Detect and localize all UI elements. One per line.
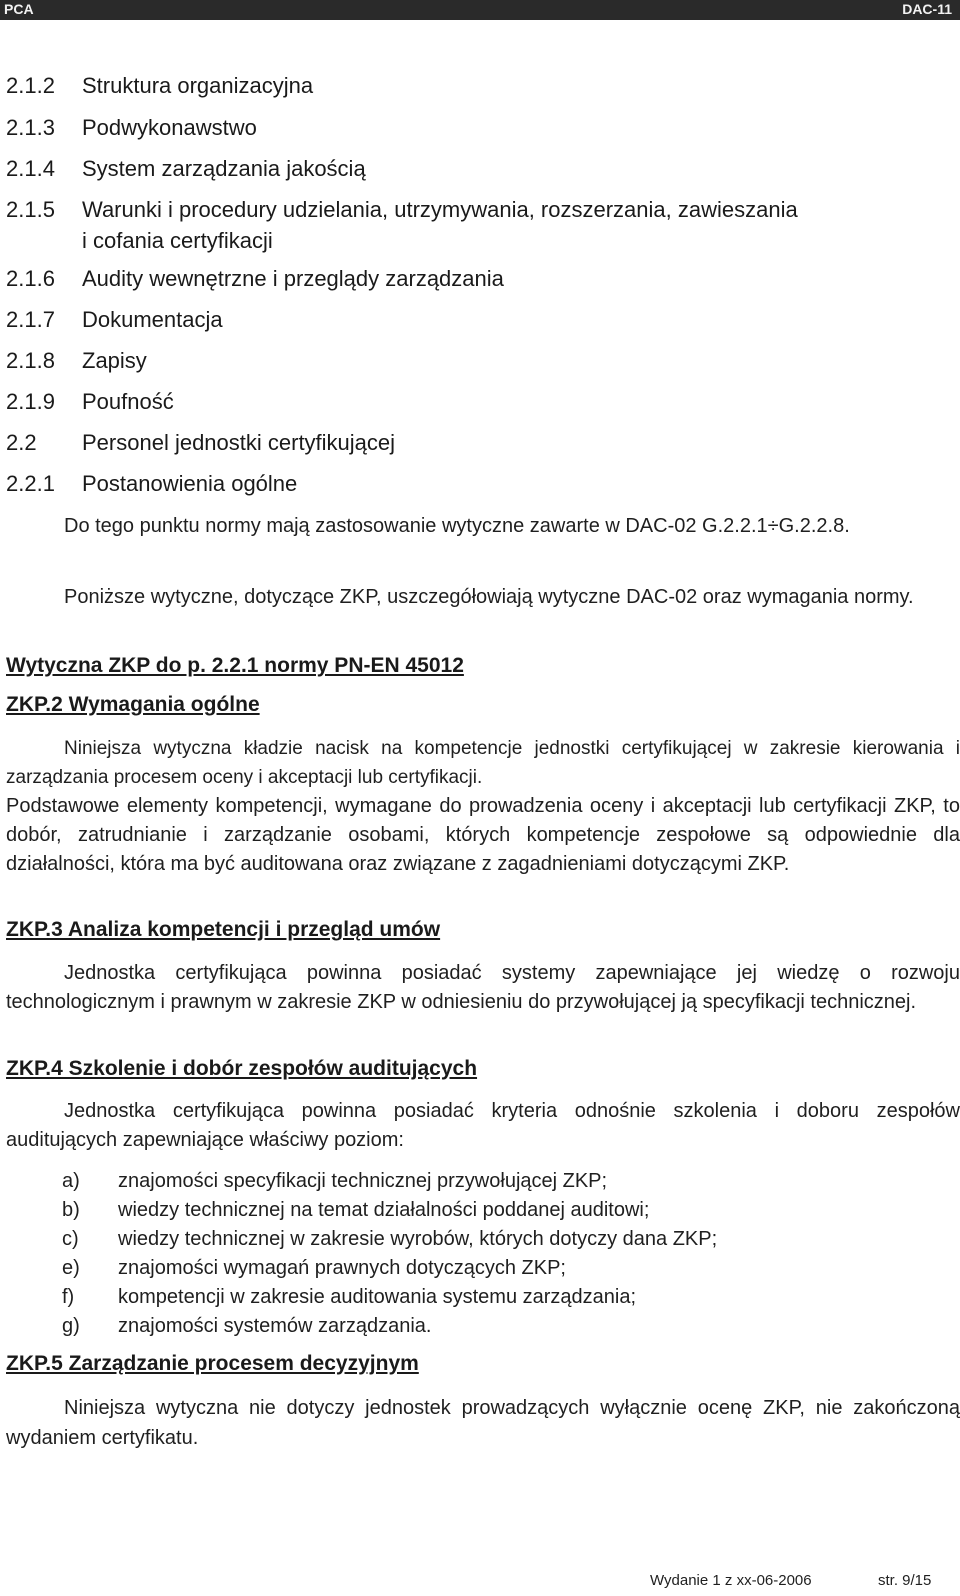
list-marker: c) xyxy=(62,1228,79,1250)
list-text: wiedzy technicznej w zakresie wyrobów, których dotyczy dana ZKP; xyxy=(118,1228,718,1250)
toc-title: System zarządzania jakością xyxy=(82,156,366,181)
toc-title: Personel jednostki certyfikującej xyxy=(82,430,396,455)
list-marker: e) xyxy=(62,1257,80,1279)
toc-title: Postanowienia ogólne xyxy=(82,471,298,496)
toc-title-continued: i cofania certyfikacji xyxy=(82,228,273,253)
list-text: wiedzy technicznej na temat działalności poddanej auditowi; xyxy=(118,1199,650,1221)
header-left-label: PCA xyxy=(4,1,34,17)
paragraph-zkp4: Jednostka certyfikująca powinna posiadać kryteria odnośnie szkolenia i doboru zespołów auditujących zapewniające właściwy poziom: xyxy=(6,1100,960,1151)
paragraph-zkp5: Niniejsza wytyczna nie dotyczy jednostek prowadzących wyłącznie ocenę ZKP, nie zakończoną wydaniem certyfikatu. xyxy=(6,1397,960,1449)
toc-title: Audity wewnętrzne i przeglądy zarządzania xyxy=(82,266,504,291)
section-heading-zkp5: ZKP.5 Zarządzanie procesem decyzyjnym xyxy=(6,1352,419,1375)
section-heading-zkp4: ZKP.4 Szkolenie i dobór zespołów auditujących xyxy=(6,1057,478,1080)
paragraph-zkp2-elements: Podstawowe elementy kompetencji, wymagane do prowadzenia oceny i akceptacji lub certyfikacji ZKP, to dobór, zatrudnianie i zarządzanie osobami, których kompetencje zespołowe są odpowiednie dla działalności, która ma być auditowana oraz związane z zagadnieniami dotyczącymi ZKP. xyxy=(6,795,960,875)
toc-title: Dokumentacja xyxy=(82,307,223,332)
toc-number: 2.1.7 xyxy=(6,307,55,332)
toc-number: 2.2.1 xyxy=(6,471,55,496)
toc-item xyxy=(6,429,956,456)
toc-number: 2.1.5 xyxy=(6,197,55,222)
paragraph-guidelines: Poniższe wytyczne, dotyczące ZKP, uszczegółowiają wytyczne DAC-02 oraz wymagania normy. xyxy=(64,586,914,608)
toc-number: 2.1.3 xyxy=(6,115,55,140)
toc-title: Struktura organizacyjna xyxy=(82,73,314,98)
list-text: znajomości systemów zarządzania. xyxy=(118,1315,432,1337)
paragraph-zkp2-scope: Niniejsza wytyczna kładzie nacisk na kompetencje jednostki certyfikującej w zakresie kierowania i zarządzania procesem oceny i akceptacji lub certyfikacji. xyxy=(6,738,960,788)
toc-item xyxy=(6,265,956,292)
toc-title: Poufność xyxy=(82,389,174,414)
list-marker: f) xyxy=(62,1286,75,1308)
list-marker: a) xyxy=(62,1170,80,1192)
toc-number: 2.1.9 xyxy=(6,389,55,414)
toc-title: Podwykonawstwo xyxy=(82,115,257,140)
list-marker: b) xyxy=(62,1199,80,1221)
toc-title: Zapisy xyxy=(82,348,147,373)
toc-number: 2.1.4 xyxy=(6,156,55,181)
section-heading-zkp2: ZKP.2 Wymagania ogólne xyxy=(6,693,260,716)
header-doc-code: DAC-11 xyxy=(902,1,952,17)
toc-number: 2.1.6 xyxy=(6,266,55,291)
section-heading-guideline: Wytyczna ZKP do p. 2.2.1 normy PN-EN 45012 xyxy=(6,654,464,677)
toc-item xyxy=(6,306,956,333)
paragraph-intro: Do tego punktu normy mają zastosowanie wytyczne zawarte w DAC-02 G.2.2.1÷G.2.2.8. xyxy=(64,515,850,537)
toc-item xyxy=(6,114,956,141)
toc-item xyxy=(6,388,956,415)
list-text: kompetencji w zakresie auditowania systemu zarządzania; xyxy=(118,1286,637,1308)
toc-item xyxy=(6,196,956,254)
toc-item xyxy=(6,72,956,99)
list-text: znajomości specyfikacji technicznej przywołującej ZKP; xyxy=(118,1170,608,1192)
page-header-bar xyxy=(0,0,960,20)
toc-number: 2.1.2 xyxy=(6,73,55,98)
footer-edition: Wydanie 1 z xx-06-2006 xyxy=(650,1572,812,1589)
list-marker: g) xyxy=(62,1315,80,1337)
toc-item xyxy=(6,470,956,497)
toc-item xyxy=(6,155,956,182)
toc-number: 2.2 xyxy=(6,430,37,455)
toc-number: 2.1.8 xyxy=(6,348,55,373)
toc-item xyxy=(6,347,956,374)
paragraph-zkp3: Jednostka certyfikująca powinna posiadać systemy zapewniające jej wiedzę o rozwoju technologicznym i prawnym w zakresie ZKP w odniesieniu do przywołującej ją specyfikacji technicznej. xyxy=(6,962,960,1013)
toc-title: Warunki i procedury udzielania, utrzymywania, rozszerzania, zawieszania xyxy=(82,197,798,222)
list-text: znajomości wymagań prawnych dotyczących ZKP; xyxy=(118,1257,566,1279)
section-heading-zkp3: ZKP.3 Analiza kompetencji i przegląd umów xyxy=(6,918,441,941)
footer-page-number: str. 9/15 xyxy=(878,1572,932,1589)
